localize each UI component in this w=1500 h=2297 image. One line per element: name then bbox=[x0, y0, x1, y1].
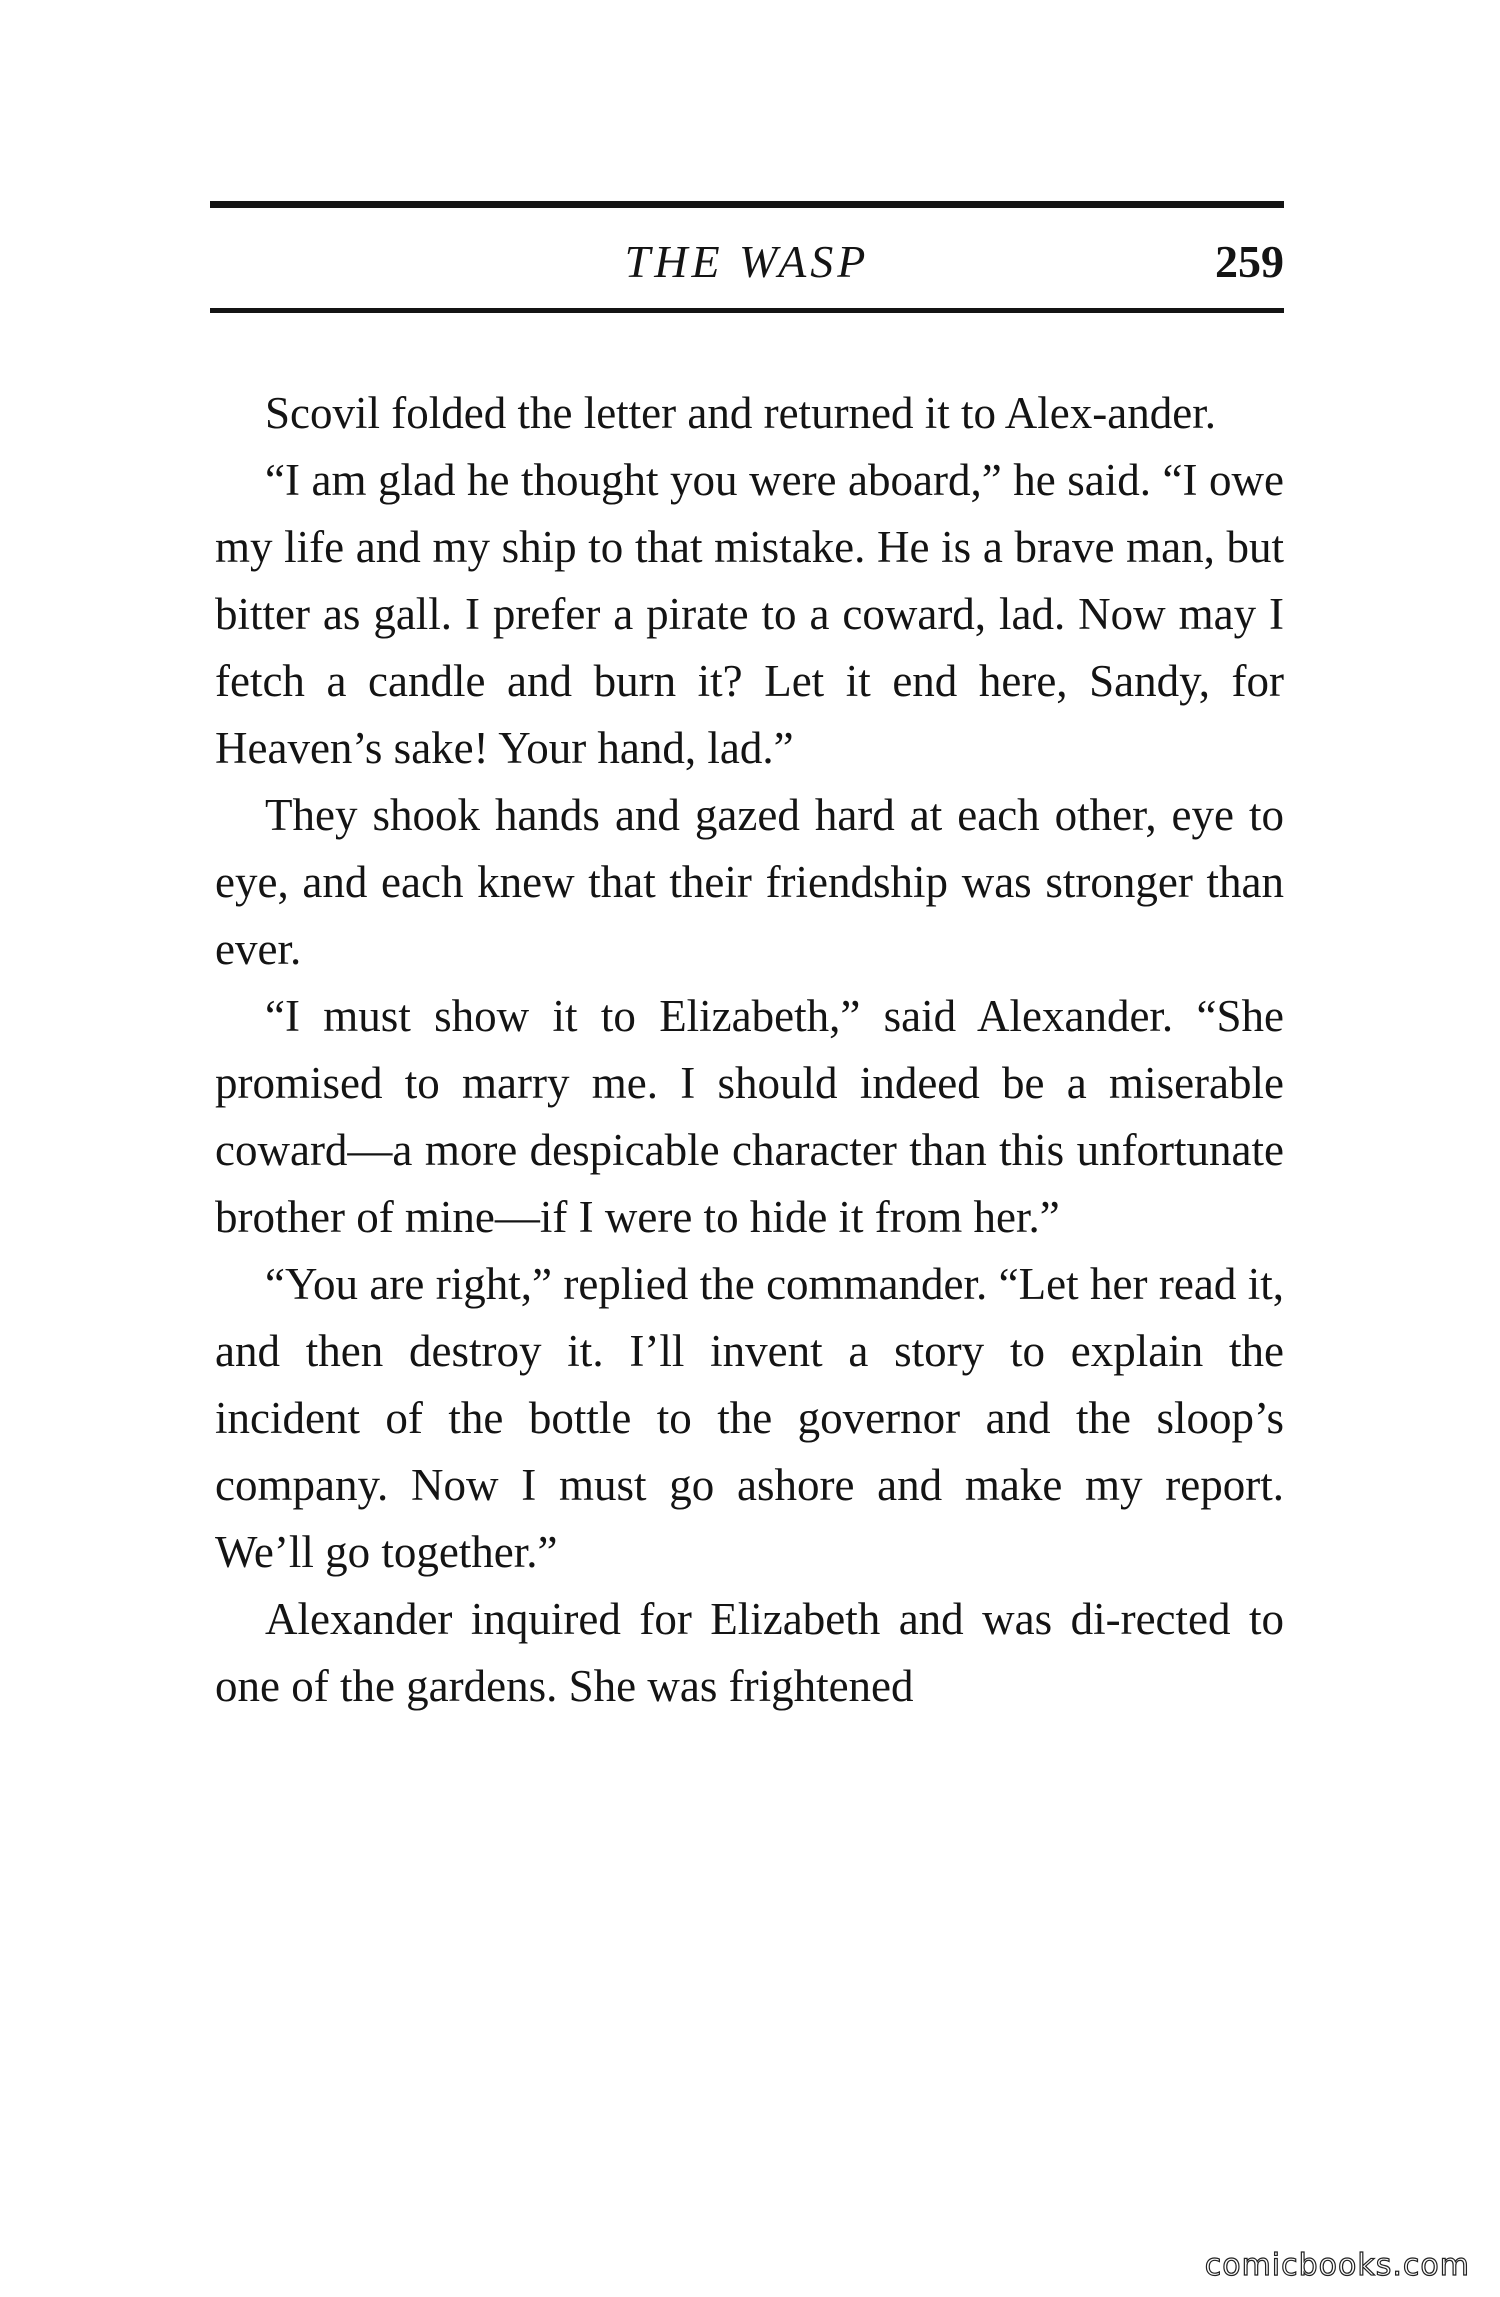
paragraph: Alexander inquired for Elizabeth and was di-rected to one of the gardens. She was frightened bbox=[215, 1594, 1284, 1711]
page-number: 259 bbox=[1215, 236, 1284, 287]
paragraph: “I must show it to Elizabeth,” said Alexander. “She promised to marry me. I should indeed be a miserable coward—a more despicable character than this unfortunate brother of mine—if I were to hide it from her.” bbox=[215, 991, 1284, 1242]
header-rule-top bbox=[210, 201, 1284, 208]
paragraph: Scovil folded the letter and returned it to Alex-ander. bbox=[265, 388, 1216, 438]
watermark: comicbooks.com bbox=[1204, 2248, 1470, 2283]
paragraph: “I am glad he thought you were aboard,” he said. “I owe my life and my ship to that mistake. He is a brave man, but bitter as gall. I prefer a pirate to a coward, lad. Now may I fetch a candle and burn it? Let it end here, Sandy, for Heaven’s sake! Your hand, lad.” bbox=[215, 455, 1284, 773]
running-title: THE WASP bbox=[624, 236, 870, 287]
header-rule-bottom bbox=[210, 308, 1284, 313]
running-header bbox=[210, 232, 1284, 292]
paragraph: “You are right,” replied the commander. “Let her read it, and then destroy it. I’ll invent a story to explain the incident of the bottle to the governor and the sloop’s company. Now I must go ashore and make my report. We’ll go together.” bbox=[215, 1259, 1284, 1577]
paragraph: They shook hands and gazed hard at each other, eye to eye, and each knew that their friendship was stronger than ever. bbox=[215, 790, 1284, 974]
body-text bbox=[215, 380, 1284, 1720]
